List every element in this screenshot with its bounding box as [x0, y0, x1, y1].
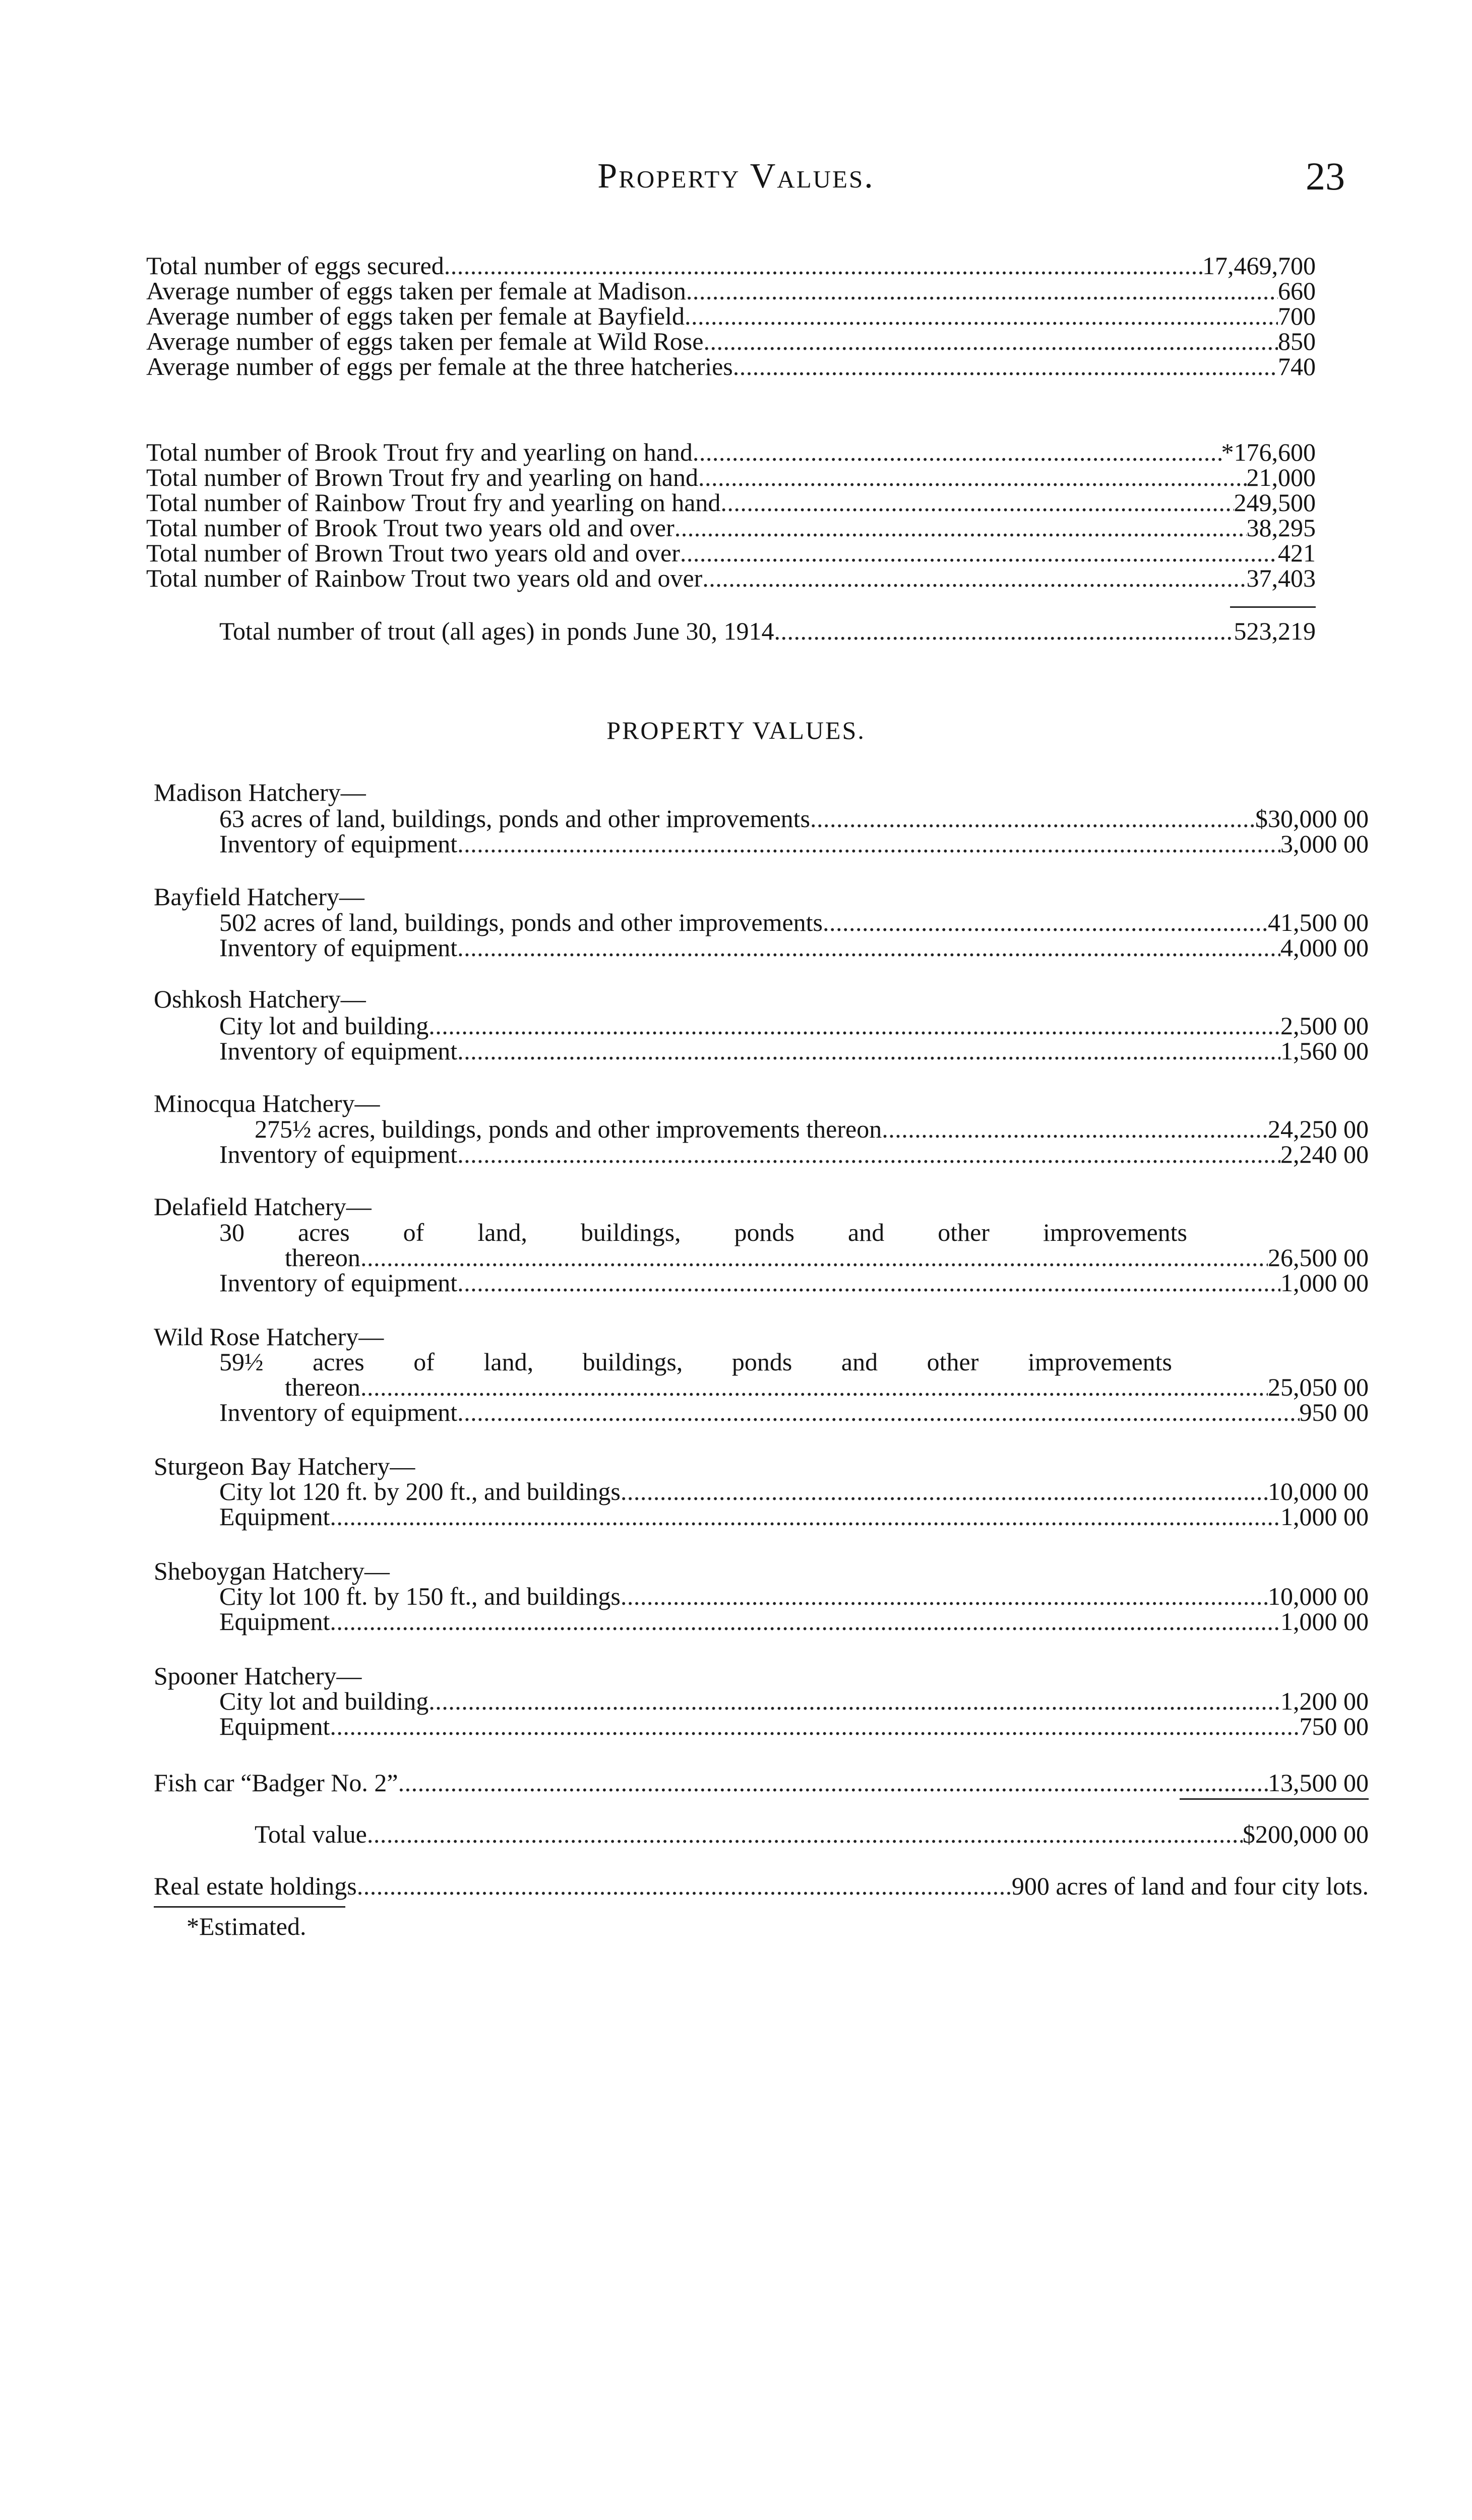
row-value: $30,000 00 [1255, 804, 1369, 833]
dot-leader [367, 1820, 1243, 1848]
eggs-row [146, 277, 1316, 304]
row-label: Average number of eggs per female at the three hatcheries [146, 352, 733, 381]
row-value: 38,295 [1246, 514, 1316, 542]
row-value: 41,500 00 [1268, 908, 1369, 936]
hatchery-name: Delafield Hatchery— [154, 1192, 372, 1221]
row-value: 1,000 00 [1280, 1502, 1369, 1531]
dot-leader [457, 1037, 1280, 1064]
property-row [219, 1687, 1369, 1715]
row-label: Inventory of equipment [219, 1398, 458, 1426]
dot-leader [330, 1503, 1280, 1530]
property-row [285, 1373, 1369, 1401]
dot-leader [357, 1872, 1012, 1900]
row-label: City lot 100 ft. by 150 ft., and buildings [219, 1582, 621, 1610]
row-label: thereon [285, 1243, 360, 1272]
property-description: 59½ acres of land, buildings, ponds and other improvements [219, 1348, 1172, 1376]
hatchery-name: Wild Rose Hatchery— [154, 1322, 384, 1351]
dot-leader [457, 1141, 1280, 1168]
dot-leader [720, 489, 1234, 516]
row-value: 4,000 00 [1280, 933, 1369, 962]
row-label: Inventory of equipment [219, 1037, 458, 1065]
row-label: Inventory of equipment [219, 1140, 458, 1168]
trout-total-row [219, 617, 1316, 645]
row-value: 13,500 00 [1268, 1769, 1369, 1797]
row-label: Real estate holdings [154, 1872, 357, 1900]
property-row [219, 1269, 1369, 1296]
hatchery-name: Madison Hatchery— [154, 778, 366, 806]
row-value: 900 acres of land and four city lots. [1011, 1872, 1369, 1900]
dot-leader [398, 1769, 1268, 1796]
row-label: Total number of Brown Trout fry and yearling on hand [146, 463, 698, 491]
dot-leader [621, 1583, 1268, 1610]
property-row [219, 805, 1369, 832]
property-row [219, 1583, 1369, 1610]
property-row [219, 1399, 1369, 1426]
row-value: 3,000 00 [1280, 830, 1369, 858]
row-value: 2,240 00 [1280, 1140, 1369, 1168]
row-value: *176,600 [1221, 438, 1316, 466]
row-value: 249,500 [1234, 488, 1316, 517]
row-label: 63 acres of land, buildings, ponds and other improvements [219, 804, 810, 833]
row-label: Equipment [219, 1712, 330, 1740]
dot-leader [698, 464, 1247, 491]
row-value: 10,000 00 [1268, 1477, 1369, 1505]
row-value: 660 [1278, 277, 1316, 305]
dot-leader [330, 1713, 1299, 1740]
hatchery-name: Spooner Hatchery— [154, 1662, 362, 1690]
property-row [219, 1037, 1369, 1064]
row-label: Fish car “Badger No. 2” [154, 1769, 398, 1797]
dot-leader [444, 252, 1202, 279]
footnote-rule [154, 1906, 345, 1908]
sum-rule [1230, 606, 1316, 608]
property-row [219, 1503, 1369, 1530]
trout-row [146, 564, 1316, 592]
row-value: 950 00 [1299, 1398, 1369, 1426]
property-row [219, 830, 1369, 857]
real-estate-row [154, 1872, 1369, 1900]
eggs-row [146, 353, 1316, 380]
dot-leader [428, 1012, 1280, 1039]
dot-leader [674, 514, 1247, 541]
trout-row [146, 539, 1316, 566]
property-row [219, 1608, 1369, 1635]
hatchery-name: Bayfield Hatchery— [154, 883, 364, 911]
eggs-row [146, 252, 1316, 279]
page-number: 23 [1306, 154, 1345, 198]
dot-leader [882, 1115, 1268, 1143]
dot-leader [693, 438, 1221, 466]
row-label: Equipment [219, 1502, 330, 1531]
row-value: 523,219 [1234, 617, 1316, 645]
dot-leader [702, 564, 1246, 592]
trout-row [146, 464, 1316, 491]
row-label: City lot and building [219, 1012, 429, 1040]
row-value: 2,500 00 [1280, 1012, 1369, 1040]
eggs-row [146, 302, 1316, 330]
dot-leader [685, 302, 1278, 330]
hatchery-name: Sturgeon Bay Hatchery— [154, 1452, 415, 1480]
row-value: 750 00 [1299, 1712, 1369, 1740]
row-label: Total number of Brook Trout fry and yearling on hand [146, 438, 693, 466]
dot-leader [360, 1373, 1268, 1401]
row-value: 1,000 00 [1280, 1269, 1369, 1297]
row-label: Equipment [219, 1607, 330, 1635]
row-label: Inventory of equipment [219, 933, 458, 962]
row-value: 1,200 00 [1280, 1687, 1369, 1715]
dot-leader [774, 617, 1234, 645]
row-value: 10,000 00 [1268, 1582, 1369, 1610]
hatchery-name: Minocqua Hatchery— [154, 1089, 380, 1117]
eggs-row [146, 328, 1316, 355]
row-label: Average number of eggs taken per female at Bayfield [146, 302, 685, 330]
row-label: Total number of Brook Trout two years old and over [146, 514, 674, 542]
property-row [255, 1115, 1369, 1143]
footnote: *Estimated. [187, 1912, 306, 1940]
row-value: 700 [1278, 302, 1316, 330]
row-label: City lot 120 ft. by 200 ft., and buildings [219, 1477, 621, 1505]
row-value: 24,250 00 [1268, 1115, 1369, 1143]
row-label: Total number of Rainbow Trout two years old and over [146, 564, 703, 592]
dot-leader [330, 1608, 1280, 1635]
row-value: 1,000 00 [1280, 1607, 1369, 1635]
hatchery-name: Sheboygan Hatchery— [154, 1557, 390, 1585]
row-label: Average number of eggs taken per female at Madison [146, 277, 686, 305]
property-row [219, 934, 1369, 961]
section-title: PROPERTY VALUES. [606, 716, 866, 744]
row-label: 275½ acres, buildings, ponds and other improvements thereon [255, 1115, 882, 1143]
row-label: Total value [255, 1820, 367, 1848]
dot-leader [457, 934, 1280, 961]
row-label: Inventory of equipment [219, 1269, 458, 1297]
dot-leader [457, 830, 1280, 857]
row-label: Total number of eggs secured [146, 251, 444, 280]
dot-leader [686, 277, 1278, 304]
row-label: Total number of Rainbow Trout fry and yearling on hand [146, 488, 721, 517]
dot-leader [733, 353, 1278, 380]
row-value: 850 [1278, 327, 1316, 355]
property-row [219, 1478, 1369, 1505]
dot-leader [360, 1244, 1268, 1271]
row-value: 17,469,700 [1202, 251, 1316, 280]
dot-leader [457, 1399, 1299, 1426]
row-label: City lot and building [219, 1687, 429, 1715]
property-row [219, 1012, 1369, 1039]
row-label: Total number of trout (all ages) in ponds June 30, 1914 [219, 617, 774, 645]
row-value: 421 [1278, 539, 1316, 567]
row-label: 502 acres of land, buildings, ponds and other improvements [219, 908, 823, 936]
trout-row [146, 514, 1316, 541]
row-label: Inventory of equipment [219, 830, 458, 858]
dot-leader [621, 1478, 1268, 1505]
row-label: Total number of Brown Trout two years old and over [146, 539, 680, 567]
property-row [285, 1244, 1369, 1271]
dot-leader [680, 539, 1278, 566]
dot-leader [823, 909, 1268, 936]
row-value: $200,000 00 [1243, 1820, 1369, 1848]
trout-row [146, 489, 1316, 516]
property-row [219, 1713, 1369, 1740]
row-value: 25,050 00 [1268, 1373, 1369, 1401]
dot-leader [703, 328, 1278, 355]
dot-leader [457, 1269, 1280, 1296]
property-description: 30 acres of land, buildings, ponds and other improvements [219, 1218, 1187, 1246]
total-value-row [255, 1820, 1369, 1848]
property-row [219, 909, 1369, 936]
page-header-title: Property Values. [597, 157, 875, 196]
row-label: Average number of eggs taken per female at Wild Rose [146, 327, 704, 355]
dot-leader [428, 1687, 1280, 1715]
row-value: 1,560 00 [1280, 1037, 1369, 1065]
row-value: 21,000 [1246, 463, 1316, 491]
hatchery-name: Oshkosh Hatchery— [154, 985, 366, 1013]
row-value: 740 [1278, 352, 1316, 381]
row-label: thereon [285, 1373, 360, 1401]
property-row [219, 1141, 1369, 1168]
fish-car-row [154, 1769, 1369, 1796]
dot-leader [810, 805, 1255, 832]
row-value: 37,403 [1246, 564, 1316, 592]
row-value: 26,500 00 [1268, 1243, 1369, 1272]
trout-row [146, 438, 1316, 466]
sum-rule [1180, 1798, 1369, 1800]
